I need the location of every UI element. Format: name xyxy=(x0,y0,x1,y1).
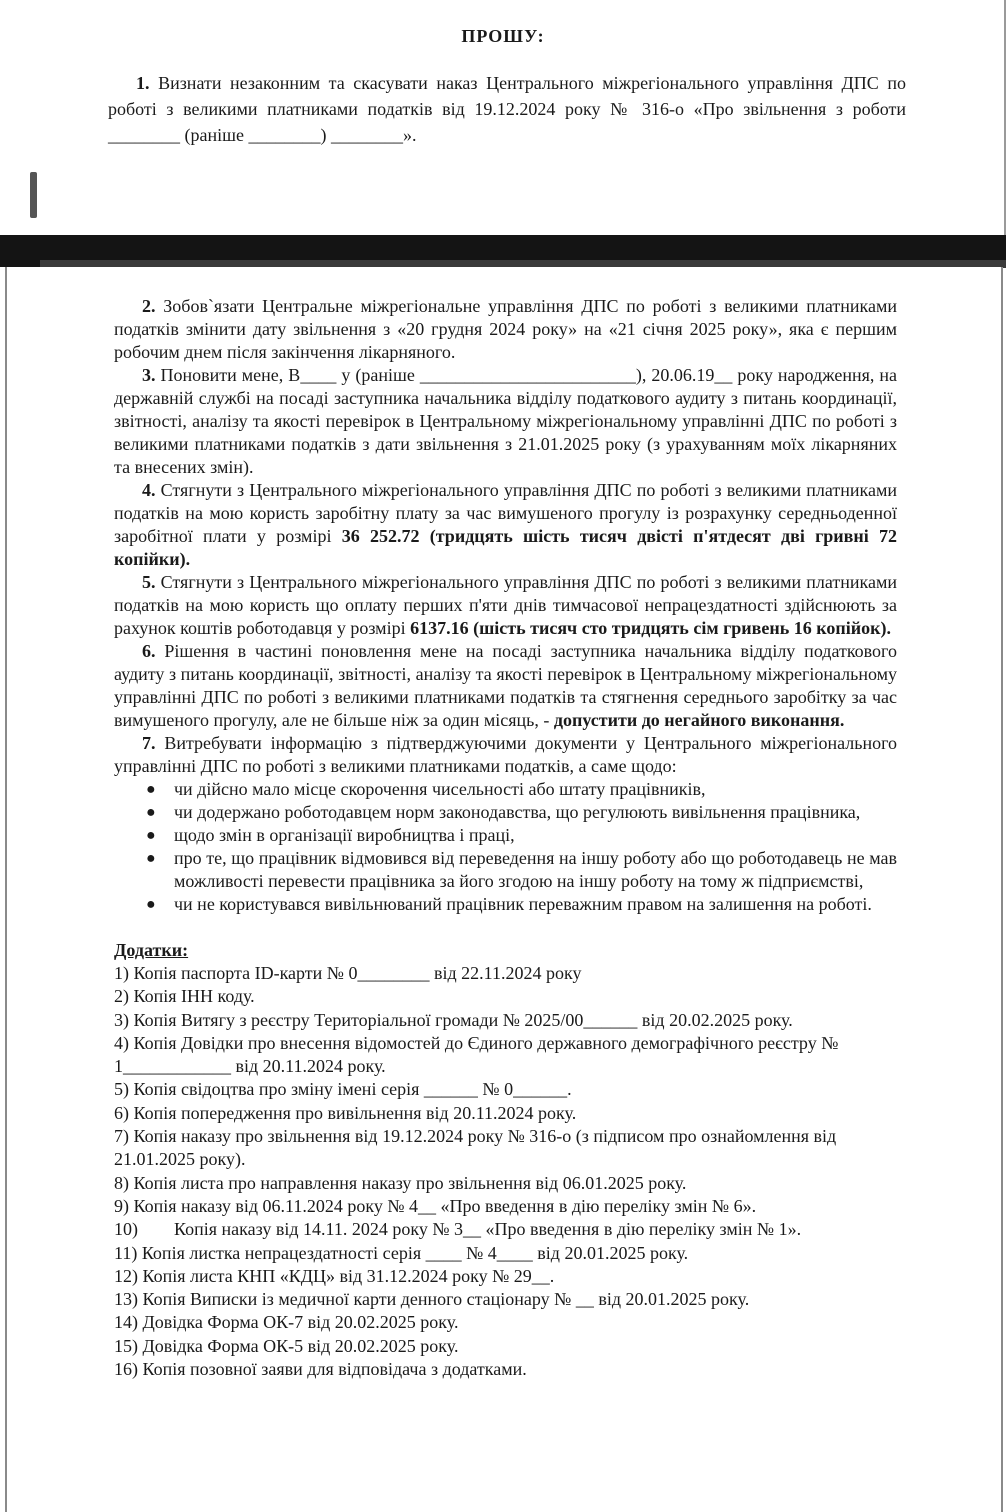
bullet-icon: ● xyxy=(146,850,156,867)
claim-item-text: Зобов`язати Центральне міжрегіональне управління ДПС по роботі з великими платниками податків змінити дату звільнення з «20 грудня 2024 року» на «21 січня 2025 року», яка є першим робочим днем після закінчення лікарняного. xyxy=(114,296,897,362)
claim-item-text: Поновити мене, В____ у (раніше ________________________), 20.06.19__ року народження, на державній службі на посаді заступника начальника відділу податкового аудиту з питань координації, звітності, аналізу та якості перевірок в Центральному міжрегіональному управлінні ДПС по роботі з великими платниками податків з дати звільнення з 21.01.2025 року (з урахуванням моїх лікарняних та внесених змін). xyxy=(114,365,897,477)
attachment-item: 4) Копія Довідки про внесення відомостей до Єдиного державного демографічного реєстру № 1____________ від 20.11.2024 року. xyxy=(114,1032,839,1077)
page-heading: ПРОШУ: xyxy=(461,26,545,46)
attachment-item: 11) Копія листка непрацездатності серія ____ № 4____ від 20.01.2025 року. xyxy=(114,1242,689,1263)
bullet-item xyxy=(114,778,897,801)
claim-item-6 xyxy=(114,640,897,732)
document-page-top xyxy=(0,0,1006,235)
bullet-icon: ● xyxy=(146,781,156,798)
bullet-item xyxy=(114,824,897,847)
attachments-heading: Додатки: xyxy=(114,940,189,960)
attachment-item: 10) Копія наказу від 14.11. 2024 року № 3__ «Про введення в дію переліку змін № 1». xyxy=(114,1219,802,1240)
bullet-icon: ● xyxy=(146,827,156,844)
attachment-item: 12) Копія листа КНП «КДЦ» від 31.12.2024 року № 29__. xyxy=(114,1265,555,1286)
claim-item-number: 7. xyxy=(142,733,156,753)
claim-item-text: Витребувати інформацію з підтверджуючими документи у Центрального міжрегіонального управлінні ДПС по роботі з великими платниками податків, а саме щодо: xyxy=(114,733,898,776)
attachment-item: 2) Копія ІНН коду. xyxy=(114,986,255,1007)
claim-item-3 xyxy=(114,364,897,479)
attachment-item: 1) Копія паспорта ID-карти № 0________ від 22.11.2024 року xyxy=(114,963,582,983)
scroll-edge-marker xyxy=(30,172,37,218)
claim-item-amount: 6137.16 (шість тисяч сто тридцять сім гривень 16 копійок). xyxy=(410,618,891,638)
bullet-text: чи не користувався вивільнюваний працівник переважним правом на залишення на роботі. xyxy=(174,894,872,914)
claim-item-amount: 36 252.72 (тридцять шість тисяч двісті п'ятдесят дві гривні 72 копійки). xyxy=(114,526,897,569)
claim-item-1 xyxy=(108,70,906,148)
bullet-text: про те, що працівник відмовився від переведення на іншу роботу або що роботодавець не мав можливості перевести працівника за його згодою на іншу роботу на тому ж підприємстві, xyxy=(174,848,897,891)
claim-item-2 xyxy=(114,295,897,364)
bullet-icon: ● xyxy=(146,804,156,821)
bullet-item xyxy=(114,801,897,824)
attachment-item: 6) Копія попередження про вивільнення від 20.11.2024 року. xyxy=(114,1102,577,1123)
claim-item-number: 4. xyxy=(142,480,156,500)
attachment-item: 5) Копія свідоцтва про зміну імені серія ______ № 0______. xyxy=(114,1079,572,1100)
claim-item-text: Стягнути з Центрального міжрегіонального управління ДПС по роботі з великими платниками податків на мою користь що оплату перших п'яти днів тимчасової непрацездатності здійснюють за рахунок коштів роботодавця у розмірі xyxy=(114,572,897,638)
bullet-text: чи додержано роботодавцем норм законодавства, що регулюють вивільнення працівника, xyxy=(174,802,861,822)
claim-item-emphasis: допустити до негайного виконання. xyxy=(553,710,845,730)
attachment-item: 9) Копія наказу від 06.11.2024 року № 4__ «Про введення в дію переліку змін № 6». xyxy=(114,1195,757,1216)
attachment-item: 16) Копія позовної заяви для відповідача з додатками. xyxy=(114,1359,527,1380)
bullet-text: щодо змін в організації виробництва і праці, xyxy=(174,825,515,845)
bullet-item xyxy=(114,847,897,893)
bullet-item xyxy=(114,893,897,916)
claim-item-number: 3. xyxy=(142,365,156,385)
claim-item-number: 6. xyxy=(142,641,156,661)
attachment-item: 7) Копія наказу про звільнення від 19.12.2024 року № 316-о (з підписом про ознайомлення від 21.01.2025 року). xyxy=(114,1126,837,1170)
attachment-item: 14) Довідка Форма ОК-7 від 20.02.2025 року. xyxy=(114,1312,459,1333)
attachment-item: 13) Копія Виписки із медичної карти денного стаціонару № __ від 20.01.2025 року. xyxy=(114,1289,750,1310)
attachment-item: 15) Довідка Форма ОК-5 від 20.02.2025 року. xyxy=(114,1335,459,1356)
claim-item-1-text: Визнати незаконним та скасувати наказ Центрального міжрегіонального управління ДПС по роботі з великими платниками податків від 19.12.2024 року № 316-о «Про звільнення з роботи ________ (раніше ________) ________». xyxy=(108,73,907,145)
claim-item-number: 5. xyxy=(142,572,156,592)
claim-item-text: Рішення в частині поновлення мене на посаді заступника начальника відділу податкового аудиту з питань координації, звітності, аналізу та якості перевірок в Центральному міжрегіональному управлінні ДПС по роботі з великими платниками податків та стягнення середнього заробітку за час вимушеного прогулу, але не більше ніж за один місяць, - xyxy=(114,641,897,730)
bullet-text: чи дійсно мало місце скорочення чисельності або штату працівників, xyxy=(174,779,706,799)
attachments-list xyxy=(114,962,897,1381)
bullet-list xyxy=(114,778,897,916)
document-body xyxy=(114,295,897,1381)
claim-item-5 xyxy=(114,571,897,640)
claim-item-text: Стягнути з Центрального міжрегіонального управління ДПС по роботі з великими платниками податків на мою користь заробітну плату за час вимушеного прогулу із розрахунку середньоденної заробітної плати у розмірі xyxy=(114,480,897,546)
claim-item-4 xyxy=(114,479,897,571)
claim-item-number: 2. xyxy=(142,296,156,316)
attachment-item: 8) Копія листа про направлення наказу про звільнення від 06.01.2025 року. xyxy=(114,1172,687,1193)
attachment-item: 3) Копія Витягу з реєстру Територіальної громади № 2025/00______ від 20.02.2025 року. xyxy=(114,1009,793,1030)
claim-item-1-number: 1. xyxy=(136,73,150,93)
bullet-icon: ● xyxy=(146,896,156,913)
claim-item-7 xyxy=(114,732,897,778)
